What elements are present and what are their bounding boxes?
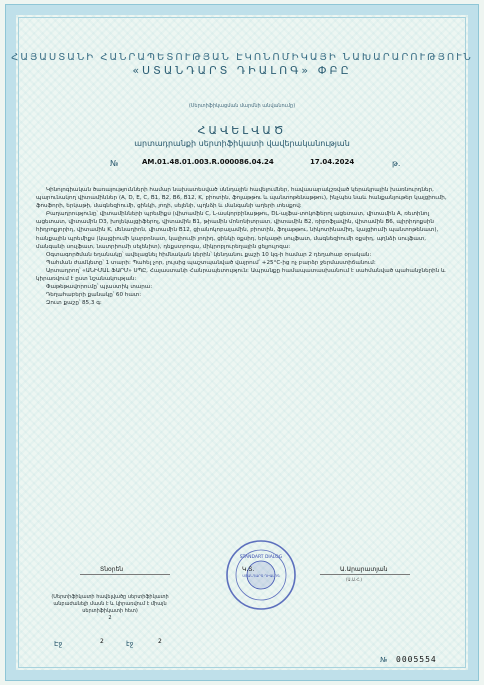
body-paragraph: Դեղահաբերի քանակը՝ 60 հատ:: [46, 292, 142, 299]
document-title: ՀԱՎԵԼՎԱԾ: [197, 124, 287, 137]
stamp-text-center: ՍՏԱՆԴԱՐՏ ԴԻԱԼՈԳ: [242, 574, 280, 578]
body-paragraph: Փաթեթավորումը՝ պլաստիկ տարա:: [46, 284, 153, 291]
body-paragraph: Զուտ քաշը՝ 85,3 գ:: [46, 300, 102, 307]
signature-note: (Ա.Ա.Հ.): [346, 577, 362, 582]
body-paragraph: Բաղադրությունը՝ վիտամինների պրեմիքս (վիտամին C, L-ասկորբինաթթու, DL-ալֆա-տոկոֆերոլ ացետատ, վիտամին A, ռետինոլ ացետատ, վիտամին D3, խոլեկալցիֆերոլ, վիտամին B1, թիամին մոնոնիտրատ, վիտամին B2, ռիբոֆլավին, վիտամին B6, պիրիդոքսին հիդրոքլորիդ, վիտամին K, մենադիոն, վիտամին B12, ցիանոկոբալամին, բիոտին, ֆոլաթթու, նիկոտինամիդ, կալցիումի պանտոթենատ), հանքային պրեմիքս (կալցիումի կարբոնատ, կալիումի յոդիդ, ցինկի օքսիդ, երկաթի սուլֆատ, մագնեզիումի օքսիդ, պղնձի սուլֆատ, մանգանի սուլֆատ, նատրիումի սելենիտ), դեքստրոզա, միկրոբյուրեղային ցելյուլոզա:: [36, 211, 439, 250]
body-paragraph: Պահման ժամկետը՝ 1 տարի: Պահել չոր, լույսից պաշտպանված վայրում՝ +25°C-ից ոչ բարձր ջերմաստիճանում:: [46, 259, 376, 266]
institute-name: «ՍՏԱՆԴԱՐՏ ԴԻԱԼՈԳ» ՓԲԸ: [132, 64, 352, 77]
page-counter-row: [0, 638, 484, 654]
of-label: էջ: [126, 640, 134, 648]
document-subtitle: արտադրանքի սերտիֆիկատի վավերականության: [134, 139, 350, 148]
body-paragraph: Արտադրող՝ «ԱՆԻՄԱԼ ՖԱՐՄ» ՍՊԸ, Հայաստանի Հանրապետություն: Ապրանքը համապատասխանում է սահմանված պահանջներին և կիրառվում է ըստ նշանակության:: [36, 267, 446, 283]
footnote-text: (Սերտիֆիկատի հավելվածը սերտիֆիկատի անբաժանելի մասն է և կիրառվում է միայն սերտիֆիկատի հետ): [51, 594, 169, 614]
director-label: Տնօրեն: [100, 566, 124, 573]
sheet-value: 2: [100, 638, 104, 645]
signatory-name: Ա.Արարատյան: [340, 566, 388, 573]
certificate-body: [36, 186, 448, 307]
ministry-name: ՀԱՅԱՍՏԱՆԻ ՀԱՆՐԱՊԵՏՈՒԹՅԱՆ ԷԿՈՆՈՄԻԿԱՅԻ ՆԱԽԱՐԱՐՈՒԹՅՈՒՆ: [11, 52, 473, 63]
of-value: 2: [158, 638, 162, 645]
year-suffix: թ.: [392, 159, 401, 168]
certificate-date: 17.04.2024: [310, 158, 355, 166]
stamp-text-top: STANDART DIALOG: [239, 555, 283, 560]
serial-label: №: [380, 656, 388, 664]
sheet-label: Էջ: [54, 640, 63, 648]
footnote-page: 2: [108, 615, 112, 621]
body-paragraph: Օգտագործման եղանակը՝ ավելացնել հիմնական կերին՝ կենդանու քաշի 10 կգ-ի համար 2 դեղահաբ օրական:: [46, 251, 372, 258]
seal-label: Կ.Տ.: [242, 566, 255, 573]
serial-number: 0005554: [396, 655, 437, 664]
body-subnote: (Սերտիֆիկացման մարմնի անվանումը): [188, 103, 296, 109]
certificate-number: AM.01.48.01.003.R.000086.04.24: [142, 158, 274, 166]
number-label: №: [110, 159, 119, 168]
footnote: [50, 594, 170, 622]
signature-row: [0, 566, 484, 596]
body-paragraph: Կինոլոգիական ծառայությունների համար նախատեսված սննդային հավելումներ, հավասարակշռված կերակրային խառնուրդներ, պարունակող վիտամիններ (A, D, E, C, B1, B2, B6, B12, K, բիոտին, ֆոլաթթու և պանտոթենաթթու), ինչպես նաև հանքանյութեր կալցիումի, ֆոսֆորի, երկաթի, մագնեզիումի, ցինկի, յոդի, սելենի, պղնձի և մանգանի աղերի տեսքով:: [36, 187, 447, 210]
certificate-number-row: [0, 158, 484, 170]
